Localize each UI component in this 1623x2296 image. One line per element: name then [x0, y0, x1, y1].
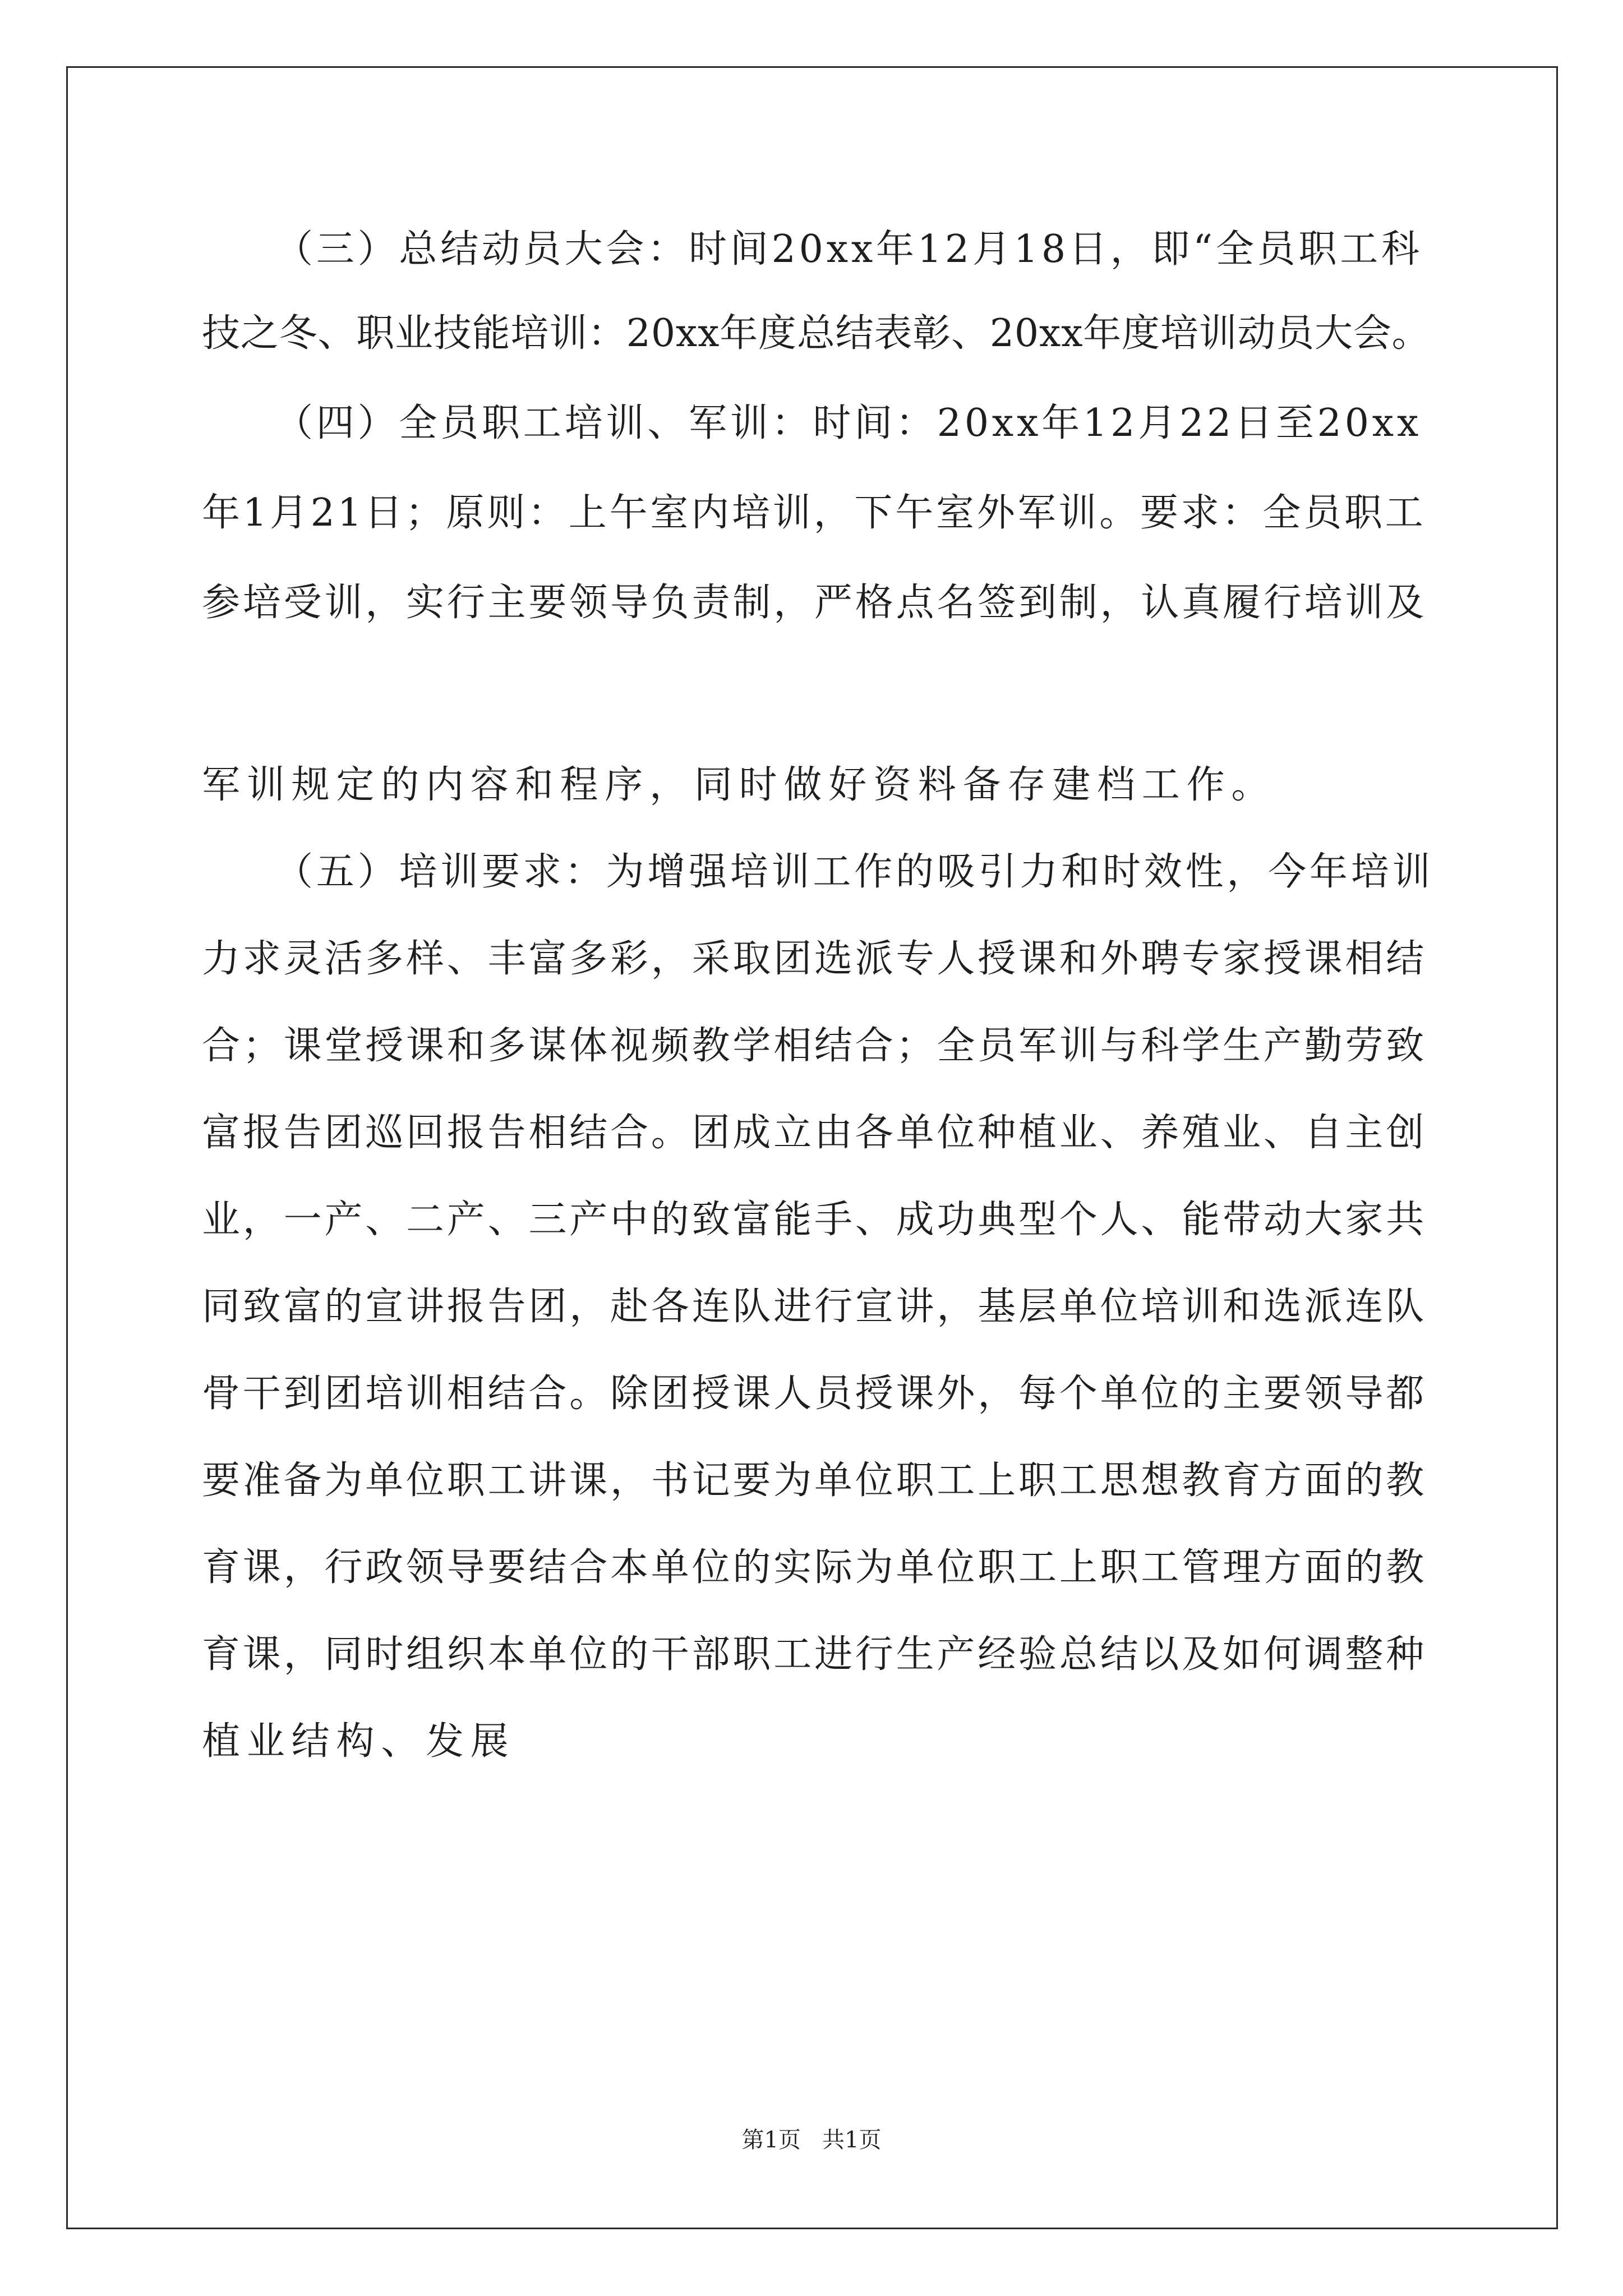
paragraph-line: （三）总结动员大会：时间20xx年12月18日，即“全员职工科	[275, 227, 1423, 272]
paragraph-line: 同致富的宣讲报告团，赴各连队进行宣讲，基层单位培训和选派连队	[202, 1285, 1427, 1329]
paragraph-line: （四）全员职工培训、军训：时间：20xx年12月22日至20xx	[275, 401, 1422, 445]
paragraph-line: 要准备为单位职工讲课，书记要为单位职工上职工思想教育方面的教	[202, 1458, 1427, 1503]
paragraph-line: （五）培训要求：为增强培训工作的吸引力和时效性，今年培训	[275, 850, 1434, 894]
paragraph-line: 军训规定的内容和程序，同时做好资料备存建档工作。	[202, 763, 1276, 807]
paragraph-line: 年1月21日；原则：上午室内培训，下午室外军训。要求：全员职工	[202, 491, 1426, 535]
paragraph-line: 技之冬、职业技能培训：20xx年度总结表彰、20xx年度培训动员大会。	[202, 311, 1431, 356]
page-number-footer: 第1页 共1页	[741, 2127, 882, 2153]
paragraph-line: 参培受训，实行主要领导负责制，严格点名签到制，认真履行培训及	[202, 581, 1427, 625]
paragraph-line: 富报告团巡回报告相结合。团成立由各单位种植业、养殖业、自主创	[202, 1111, 1427, 1155]
paragraph-line: 合；课堂授课和多谋体视频教学相结合；全员军训与科学生产勤劳致	[202, 1024, 1427, 1068]
paragraph-line: 业，一产、二产、三产中的致富能手、成功典型个人、能带动大家共	[202, 1198, 1427, 1242]
paragraph-line: 骨干到团培训相结合。除团授课人员授课外，每个单位的主要领导都	[202, 1372, 1427, 1416]
paragraph-line: 育课，同时组织本单位的干部职工进行生产经验总结以及如何调整种	[202, 1632, 1427, 1677]
paragraph-line: 植业结构、发展	[202, 1719, 515, 1764]
paragraph-line: 育课，行政领导要结合本单位的实际为单位职工上职工管理方面的教	[202, 1545, 1427, 1590]
paragraph-line: 力求灵活多样、丰富多彩，采取团选派专人授课和外聘专家授课相结	[202, 937, 1427, 981]
